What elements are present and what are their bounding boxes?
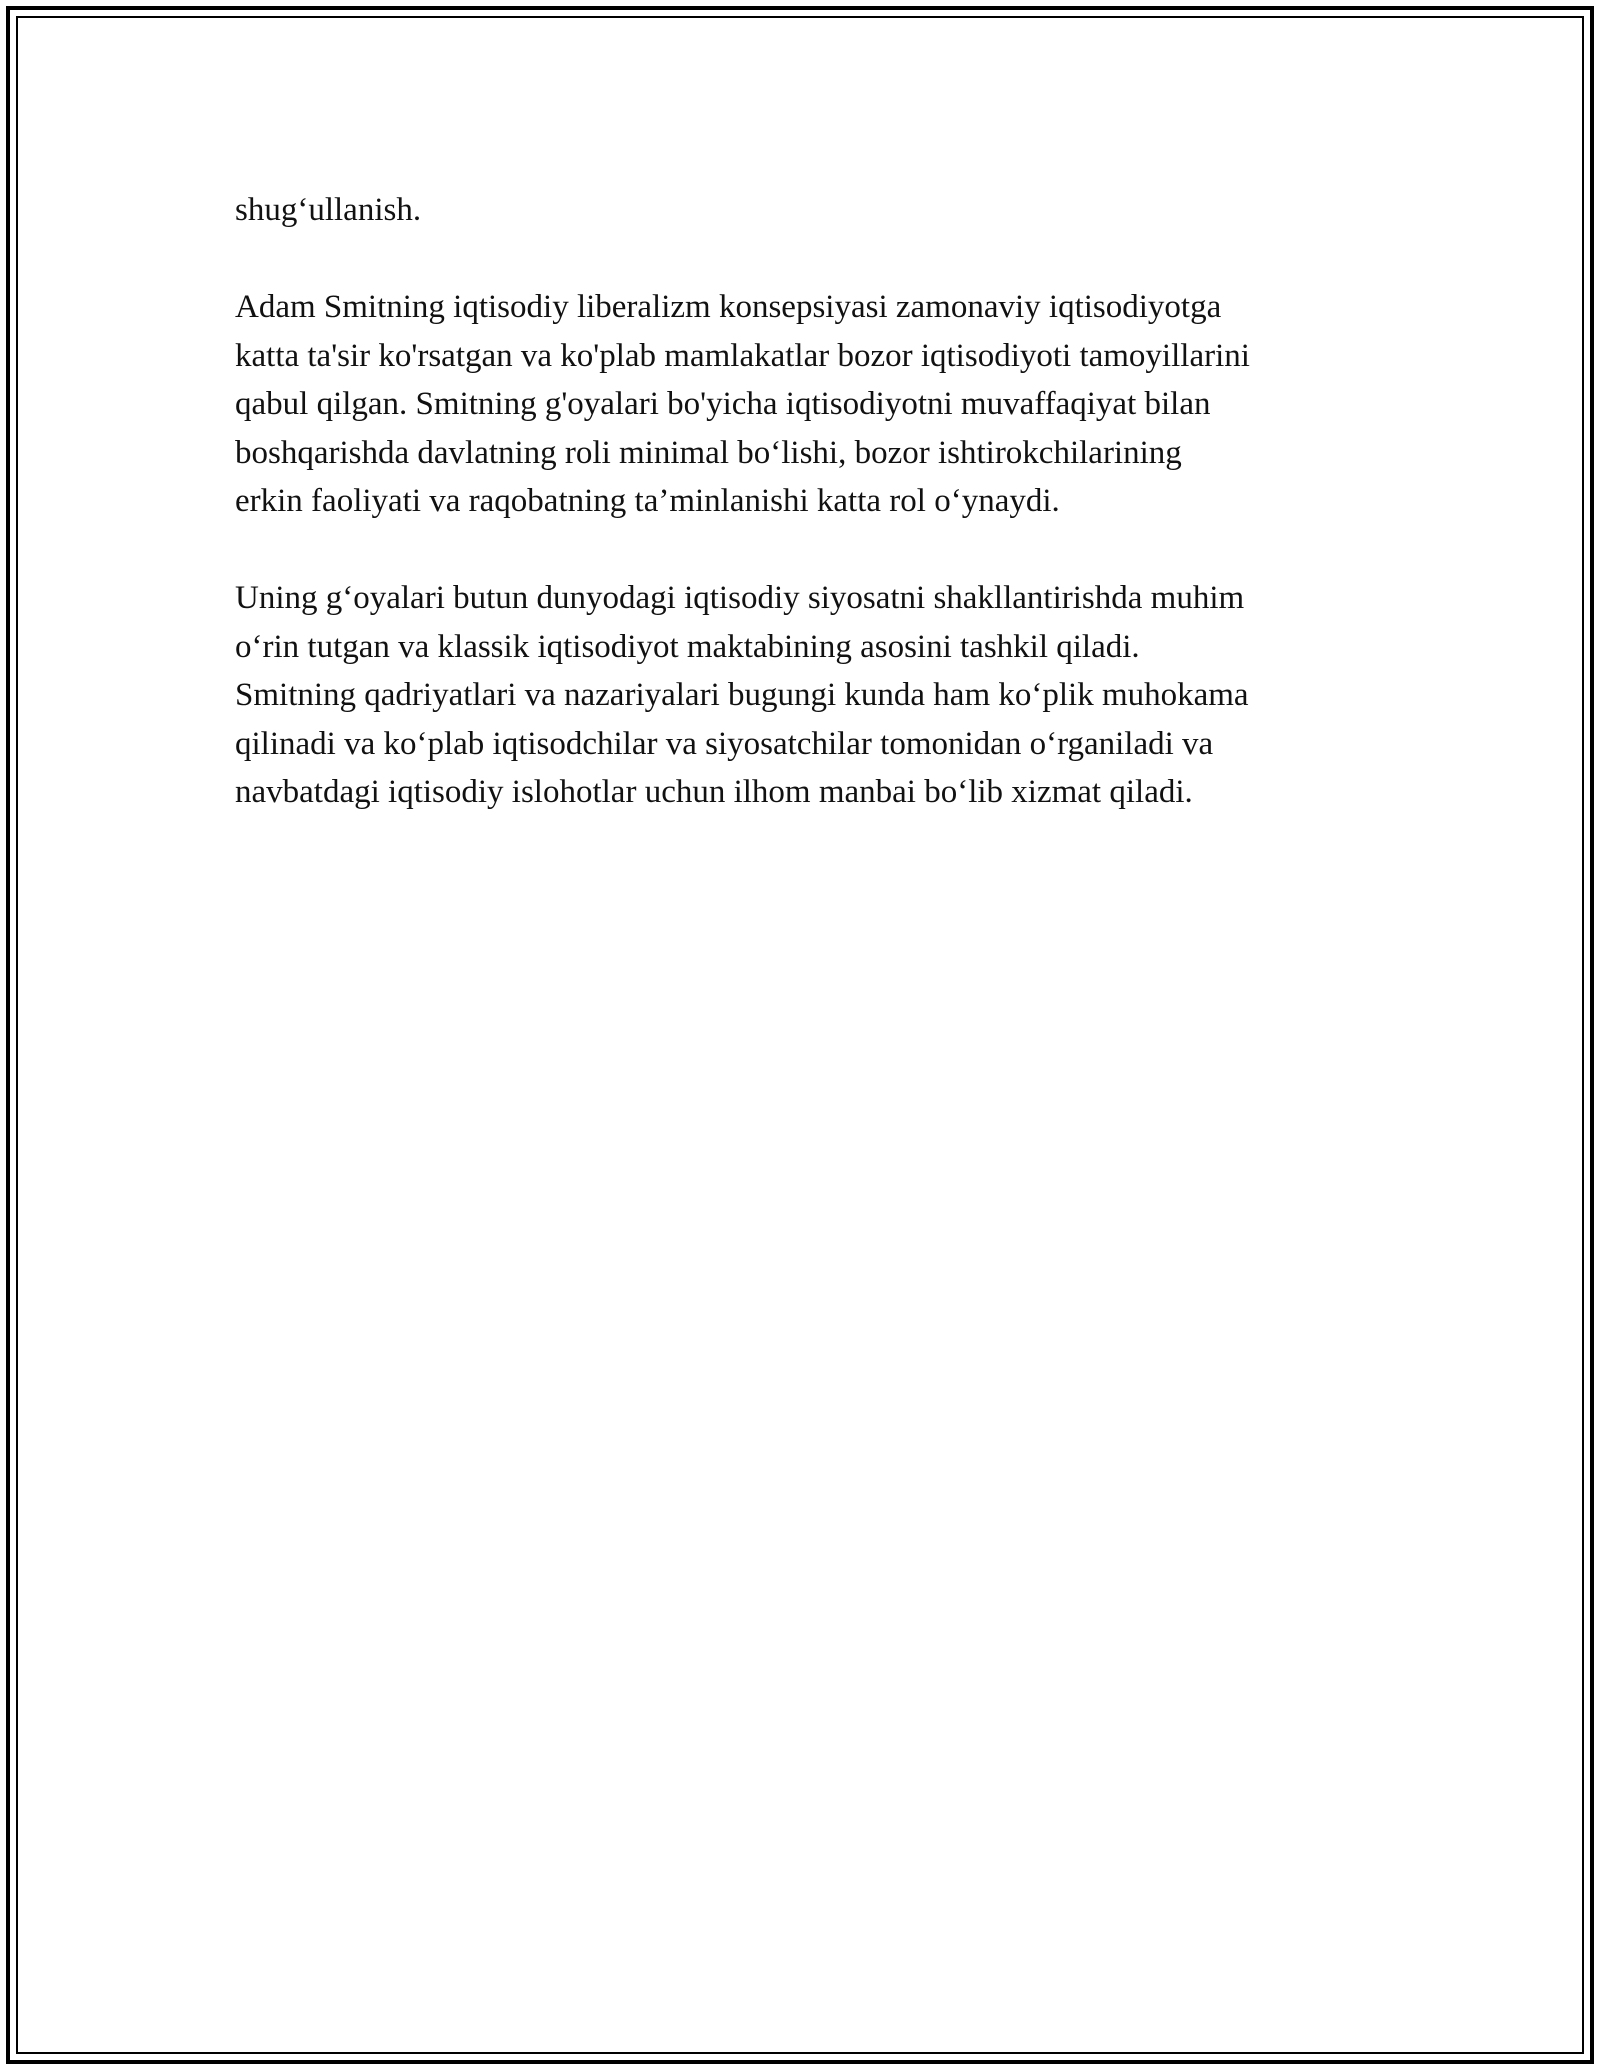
text-line: navbatdagi iqtisodiy islohotlar uchun ilhom manbai bo‘lib xizmat qiladi. — [235, 774, 1193, 810]
text-line: qabul qilgan. Smitning g'oyalari bo'yicha iqtisodiyotni muvaffaqiyat bilan — [235, 386, 1211, 422]
text-line: Uning g‘oyalari butun dunyodagi iqtisodiy siyosatni shakllantirishda muhim — [235, 580, 1245, 616]
text-line: shug‘ullanish. — [235, 192, 422, 228]
paragraph-smith-liberalism — [235, 283, 1385, 526]
text-line: boshqarishda davlatning roli minimal bo‘lishi, bozor ishtirokchilarining — [235, 434, 1182, 471]
text-line: o‘rin tutgan va klassik iqtisodiyot maktabining asosini tashkil qiladi. — [235, 628, 1140, 665]
document-body — [235, 186, 1385, 865]
text-line: Adam Smitning iqtisodiy liberalizm konsepsiyasi zamonaviy iqtisodiyotga — [235, 289, 1222, 325]
text-line: erkin faoliyati va raqobatning ta’minlanishi katta rol o‘ynaydi. — [235, 483, 1060, 519]
paragraph-smith-legacy — [235, 574, 1385, 817]
text-line: Smitning qadriyatlari va nazariyalari bugungi kunda ham ko‘plik muhokama — [235, 677, 1249, 713]
text-line: katta ta'sir ko'rsatgan va ko'plab mamlakatlar bozor iqtisodiyoti tamoyillarini — [235, 337, 1250, 374]
paragraph-continuation — [235, 186, 1385, 235]
text-line: qilinadi va ko‘plab iqtisodchilar va siyosatchilar tomonidan o‘rganiladi va — [235, 725, 1214, 762]
